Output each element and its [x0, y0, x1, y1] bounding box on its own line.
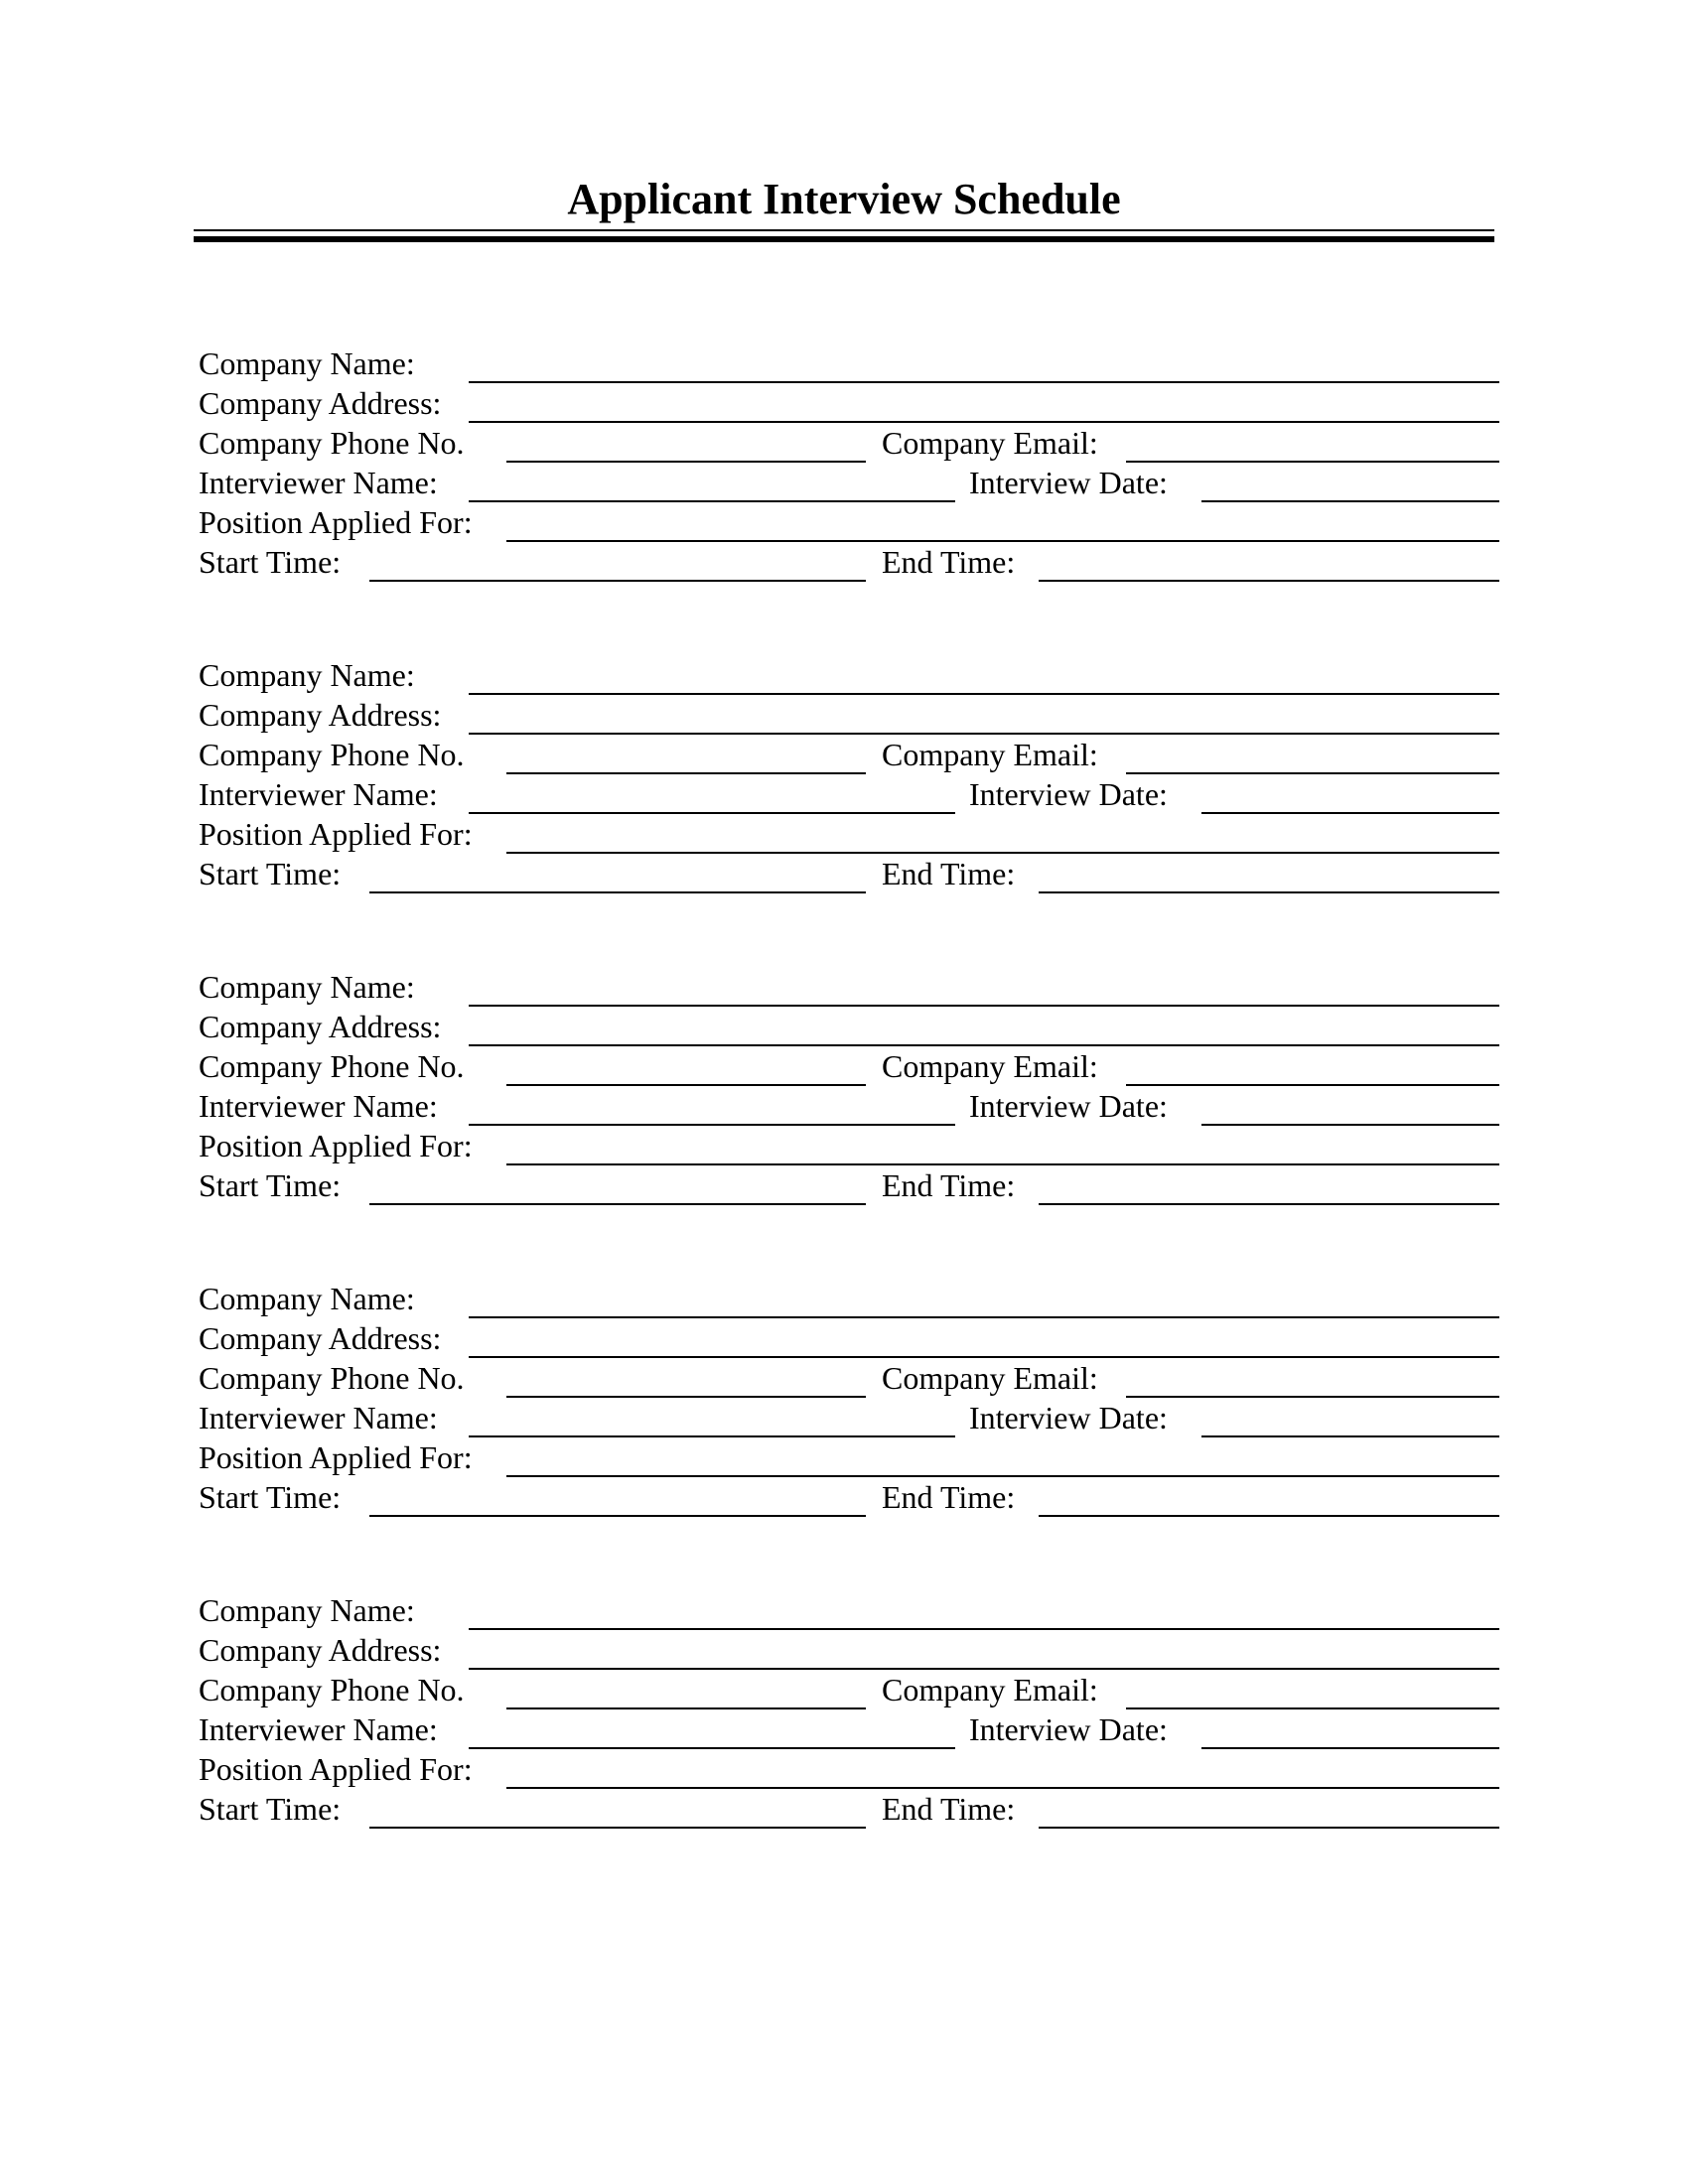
interview-date-label: Interview Date:: [969, 1400, 1168, 1435]
company-name-row: [0, 1592, 1688, 1632]
company-phone-email-row: [0, 1360, 1688, 1400]
interviewer-name-field[interactable]: [469, 812, 955, 814]
position-applied-field[interactable]: [506, 1787, 1499, 1789]
end-time-field[interactable]: [1039, 1827, 1499, 1829]
interview-date-label: Interview Date:: [969, 1711, 1168, 1747]
company-phone-field[interactable]: [506, 1084, 866, 1086]
company-email-label: Company Email:: [882, 1360, 1098, 1396]
position-applied-label: Position Applied For:: [199, 1751, 473, 1787]
time-row: [0, 1791, 1688, 1831]
interview-entry-4: [0, 1281, 1688, 1519]
company-address-row: [0, 697, 1688, 737]
time-row: [0, 544, 1688, 584]
end-time-field[interactable]: [1039, 580, 1499, 582]
company-email-label: Company Email:: [882, 425, 1098, 461]
company-address-field[interactable]: [469, 733, 1499, 735]
title-rule-thick: [194, 236, 1494, 242]
company-phone-label: Company Phone No.: [199, 425, 465, 461]
company-phone-email-row: [0, 1048, 1688, 1088]
company-name-row: [0, 657, 1688, 697]
company-address-row: [0, 385, 1688, 425]
interviewer-name-field[interactable]: [469, 1435, 955, 1437]
interviewer-name-field[interactable]: [469, 500, 955, 502]
interviewer-name-label: Interviewer Name:: [199, 465, 438, 500]
company-address-label: Company Address:: [199, 1320, 442, 1356]
start-time-label: Start Time:: [199, 1167, 342, 1203]
interview-entry-2: [0, 657, 1688, 895]
company-address-label: Company Address:: [199, 1632, 442, 1668]
company-phone-label: Company Phone No.: [199, 1048, 465, 1084]
company-email-field[interactable]: [1126, 1084, 1499, 1086]
start-time-label: Start Time:: [199, 856, 342, 891]
company-phone-label: Company Phone No.: [199, 1672, 465, 1707]
company-name-field[interactable]: [469, 1316, 1499, 1318]
company-phone-email-row: [0, 425, 1688, 465]
company-name-label: Company Name:: [199, 657, 415, 693]
company-email-field[interactable]: [1126, 461, 1499, 463]
end-time-field[interactable]: [1039, 1515, 1499, 1517]
company-name-row: [0, 1281, 1688, 1320]
end-time-label: End Time:: [882, 856, 1016, 891]
company-name-field[interactable]: [469, 1005, 1499, 1007]
start-time-field[interactable]: [369, 1515, 866, 1517]
company-phone-label: Company Phone No.: [199, 1360, 465, 1396]
page-title: Applicant Interview Schedule: [567, 175, 1121, 223]
interview-date-field[interactable]: [1201, 1747, 1499, 1749]
interviewer-name-label: Interviewer Name:: [199, 776, 438, 812]
company-address-field[interactable]: [469, 1356, 1499, 1358]
start-time-label: Start Time:: [199, 544, 342, 580]
start-time-label: Start Time:: [199, 1791, 342, 1827]
interview-date-field[interactable]: [1201, 1124, 1499, 1126]
company-phone-field[interactable]: [506, 1707, 866, 1709]
company-name-field[interactable]: [469, 1628, 1499, 1630]
company-address-row: [0, 1009, 1688, 1048]
company-address-field[interactable]: [469, 1044, 1499, 1046]
company-address-label: Company Address:: [199, 385, 442, 421]
time-row: [0, 1167, 1688, 1207]
company-address-field[interactable]: [469, 421, 1499, 423]
company-phone-field[interactable]: [506, 461, 866, 463]
company-address-label: Company Address:: [199, 697, 442, 733]
company-name-label: Company Name:: [199, 969, 415, 1005]
company-phone-email-row: [0, 737, 1688, 776]
position-applied-label: Position Applied For:: [199, 504, 473, 540]
position-applied-field[interactable]: [506, 540, 1499, 542]
company-name-row: [0, 345, 1688, 385]
start-time-label: Start Time:: [199, 1479, 342, 1515]
position-row: [0, 816, 1688, 856]
company-phone-email-row: [0, 1672, 1688, 1711]
position-applied-label: Position Applied For:: [199, 1128, 473, 1163]
position-applied-label: Position Applied For:: [199, 1439, 473, 1475]
interview-entry-5: [0, 1592, 1688, 1831]
position-applied-field[interactable]: [506, 1475, 1499, 1477]
interview-date-field[interactable]: [1201, 1435, 1499, 1437]
interviewer-name-label: Interviewer Name:: [199, 1400, 438, 1435]
position-applied-field[interactable]: [506, 852, 1499, 854]
title-rule-thin: [194, 229, 1494, 231]
interviewer-date-row: [0, 1400, 1688, 1439]
company-name-label: Company Name:: [199, 345, 415, 381]
end-time-label: End Time:: [882, 544, 1016, 580]
interview-date-label: Interview Date:: [969, 776, 1168, 812]
company-name-row: [0, 969, 1688, 1009]
company-email-field[interactable]: [1126, 1707, 1499, 1709]
interview-entry-3: [0, 969, 1688, 1207]
company-email-label: Company Email:: [882, 1048, 1098, 1084]
company-address-label: Company Address:: [199, 1009, 442, 1044]
time-row: [0, 1479, 1688, 1519]
interviewer-name-label: Interviewer Name:: [199, 1088, 438, 1124]
position-row: [0, 1439, 1688, 1479]
company-address-row: [0, 1320, 1688, 1360]
company-phone-label: Company Phone No.: [199, 737, 465, 772]
interviewer-date-row: [0, 465, 1688, 504]
interview-date-label: Interview Date:: [969, 465, 1168, 500]
interview-date-field[interactable]: [1201, 500, 1499, 502]
interviewer-date-row: [0, 776, 1688, 816]
start-time-field[interactable]: [369, 1203, 866, 1205]
company-email-label: Company Email:: [882, 737, 1098, 772]
interview-date-label: Interview Date:: [969, 1088, 1168, 1124]
end-time-label: End Time:: [882, 1791, 1016, 1827]
end-time-field[interactable]: [1039, 891, 1499, 893]
company-email-field[interactable]: [1126, 772, 1499, 774]
company-email-label: Company Email:: [882, 1672, 1098, 1707]
start-time-field[interactable]: [369, 891, 866, 893]
interviewer-name-field[interactable]: [469, 1124, 955, 1126]
interview-date-field[interactable]: [1201, 812, 1499, 814]
interview-entry-1: [0, 345, 1688, 584]
company-phone-field[interactable]: [506, 1396, 866, 1398]
company-name-field[interactable]: [469, 693, 1499, 695]
position-row: [0, 504, 1688, 544]
company-name-field[interactable]: [469, 381, 1499, 383]
end-time-label: End Time:: [882, 1479, 1016, 1515]
position-row: [0, 1128, 1688, 1167]
start-time-field[interactable]: [369, 580, 866, 582]
time-row: [0, 856, 1688, 895]
interviewer-name-label: Interviewer Name:: [199, 1711, 438, 1747]
position-row: [0, 1751, 1688, 1791]
company-name-label: Company Name:: [199, 1592, 415, 1628]
end-time-label: End Time:: [882, 1167, 1016, 1203]
company-address-field[interactable]: [469, 1668, 1499, 1670]
position-applied-label: Position Applied For:: [199, 816, 473, 852]
interviewer-date-row: [0, 1088, 1688, 1128]
end-time-field[interactable]: [1039, 1203, 1499, 1205]
company-phone-field[interactable]: [506, 772, 866, 774]
interviewer-name-field[interactable]: [469, 1747, 955, 1749]
start-time-field[interactable]: [369, 1827, 866, 1829]
position-applied-field[interactable]: [506, 1163, 1499, 1165]
company-name-label: Company Name:: [199, 1281, 415, 1316]
company-email-field[interactable]: [1126, 1396, 1499, 1398]
interviewer-date-row: [0, 1711, 1688, 1751]
company-address-row: [0, 1632, 1688, 1672]
